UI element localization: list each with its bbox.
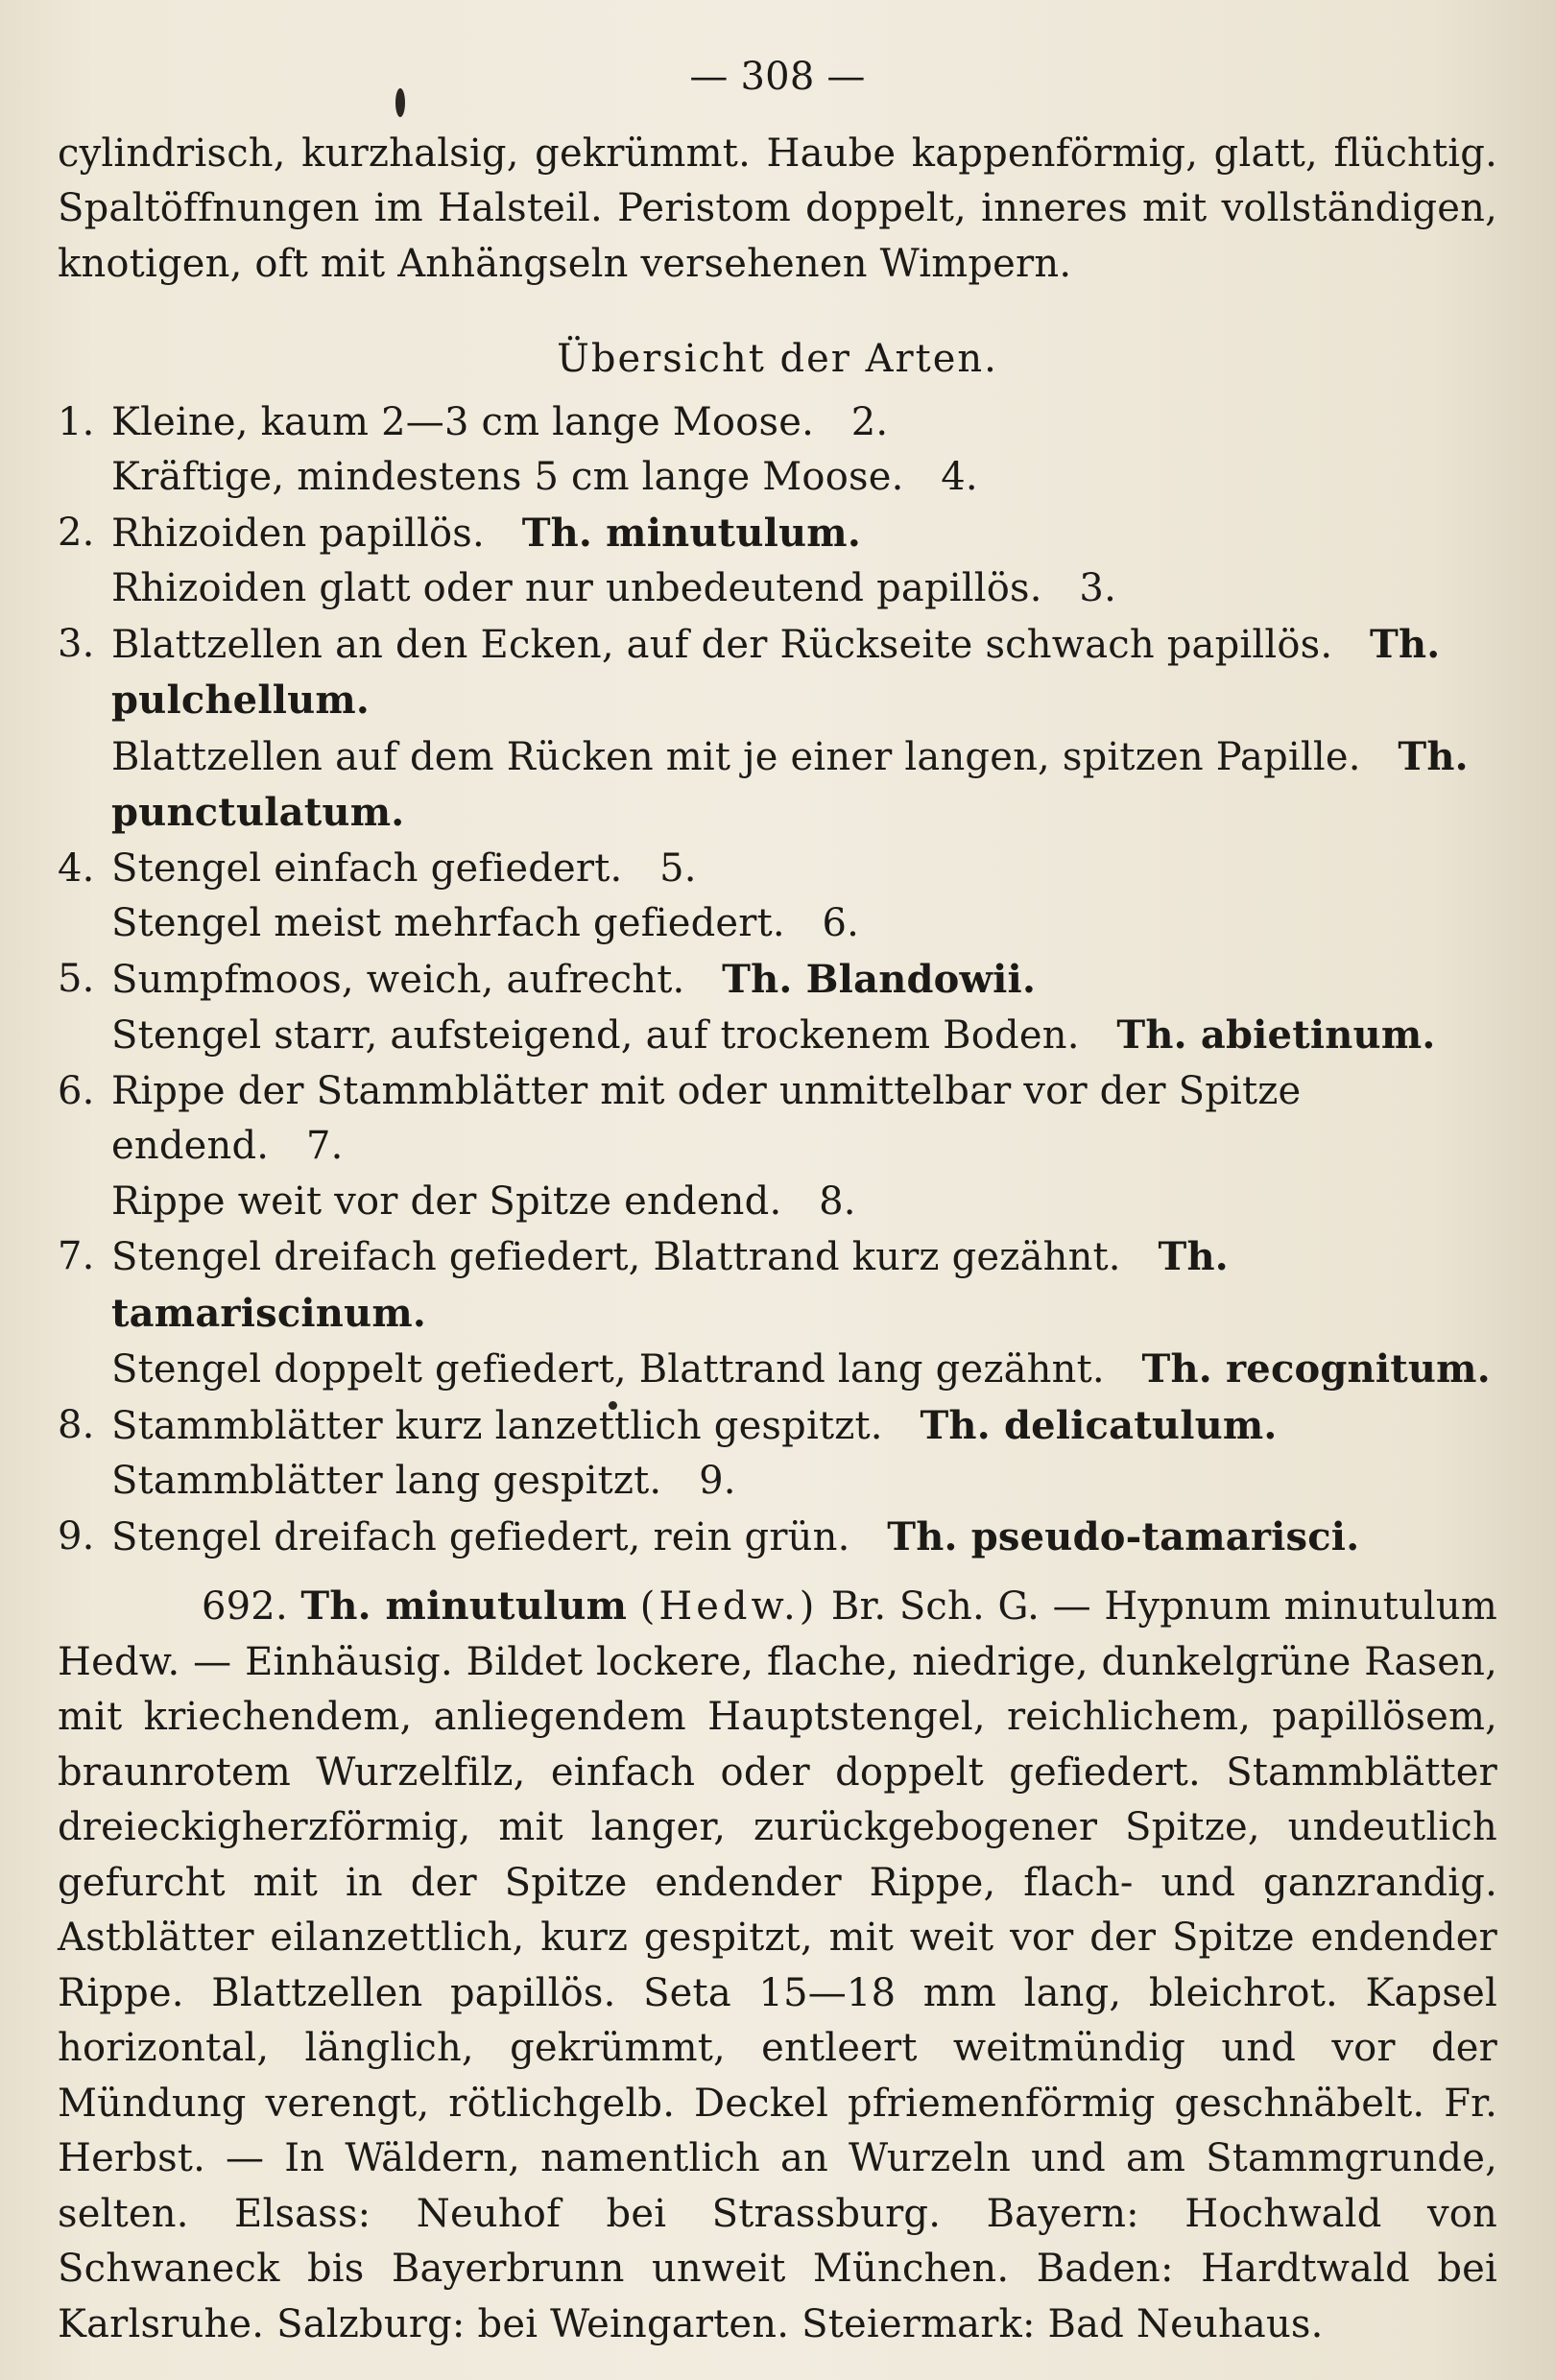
key-row xyxy=(58,617,1497,729)
key-row xyxy=(58,1398,1497,1455)
key-number: 3. xyxy=(58,621,95,666)
key-number: 1. xyxy=(58,399,95,444)
key-taxon: Th. pseudo-tamarisci. xyxy=(887,1513,1360,1559)
key-reference: 5. xyxy=(659,845,697,891)
key-row xyxy=(58,1064,1497,1175)
key-taxon: Th. recognitum. xyxy=(1141,1346,1491,1392)
key-row xyxy=(58,1229,1497,1342)
key-number: 4. xyxy=(58,845,95,891)
key-text: Stengel dreifach gefiedert, rein grün. xyxy=(111,1514,850,1559)
key-number: 2. xyxy=(58,510,95,555)
key-text-block xyxy=(111,1510,1497,1566)
key-number: 7. xyxy=(58,1234,95,1278)
key-text: Stengel doppelt gefiedert, Blattrand lang gezähnt. xyxy=(111,1347,1105,1392)
key-row xyxy=(58,1510,1497,1566)
key-text: Stengel einfach gefiedert. xyxy=(111,845,623,891)
key-text-block xyxy=(111,896,1497,952)
key-text-block xyxy=(111,842,1497,897)
entry-description: Bildet lockere, flache, niedrige, dunkelgrüne Rasen, mit kriechendem, anliegendem Hauptstengel, reichlichem, papillösem, braunrotem Wurzelfilz, einfach oder doppelt gefiedert. Stammblätter dreieckigherzförmig, mit langer, zurückgebogener Spitze, undeutlich gefurcht mit in der Spitze endender Rippe, flach- und ganzrandig. Astblätter eilanzettlich, kurz gespitzt, mit weit vor der Spitze endender Rippe. Blattzellen papillös. Seta 15—18 mm lang, bleichrot. Kapsel horizontal, länglich, gekrümmt, entleert weitmündig und vor der Mündung verengt, rötlichgelb. Deckel pfriemenförmig geschnäbelt. Fr. Herbst. — In Wäldern, namentlich an Wurzeln und am Stammgrunde, selten. Elsass: Neuhof bei Strassburg. Bayern: Hochwald von Schwaneck bis Bayerbrunn unweit München. Baden: Hardtwald bei Karlsruhe. Salzburg: bei Weingarten. Steiermark: Bad Neuhaus. xyxy=(58,1639,1497,2346)
key-row xyxy=(58,450,1497,506)
key-taxon: Th. tamariscinum. xyxy=(111,1234,1229,1336)
key-row xyxy=(58,842,1497,897)
key-taxon: Th. delicatulum. xyxy=(920,1402,1278,1448)
entry-number: 692. xyxy=(202,1584,288,1629)
entry-species-name: Th. minutulum xyxy=(300,1583,628,1629)
key-number xyxy=(58,729,111,842)
intro-paragraph: cylindrisch, kurzhalsig, gekrümmt. Haube kappenförmig, glatt, flüchtig. Spaltöffnungen im Halsteil. Peristom doppelt, inneres mit vollständigen, knotigen, oft mit Anhängseln versehenen Wimpern. xyxy=(58,131,1497,286)
key-number xyxy=(58,1008,111,1064)
key-row xyxy=(58,729,1497,842)
key-text-block xyxy=(111,1008,1497,1064)
key-text-block xyxy=(111,561,1497,617)
key-row xyxy=(58,1454,1497,1510)
key-text-block xyxy=(111,729,1497,842)
key-text: Rippe der Stammblätter mit oder unmittelbar vor der Spitze endend. xyxy=(111,1068,1302,1168)
key-text-block xyxy=(111,617,1497,729)
key-number: 9. xyxy=(58,1513,95,1559)
key-text: Kleine, kaum 2—3 cm lange Moose. xyxy=(111,399,814,444)
key-text-block xyxy=(111,952,1497,1009)
key-text-block xyxy=(111,1454,1497,1510)
key-taxon: Th. punctulatum. xyxy=(111,733,1469,835)
key-text: Stengel starr, aufsteigend, auf trockenem Boden. xyxy=(111,1013,1080,1058)
key-text: Stengel dreifach gefiedert, Blattrand kurz gezähnt. xyxy=(111,1235,1121,1279)
key-reference: 9. xyxy=(699,1459,736,1503)
key-reference: 4. xyxy=(941,455,978,499)
key-reference: 6. xyxy=(822,901,860,945)
key-number xyxy=(58,1342,111,1398)
page-content xyxy=(58,50,1497,2380)
key-text-block xyxy=(111,1342,1497,1398)
key-heading: Übersicht der Arten. xyxy=(557,337,998,381)
key-row xyxy=(58,506,1497,562)
species-entry xyxy=(58,1579,1497,2352)
key-row xyxy=(58,896,1497,952)
key-row xyxy=(58,1008,1497,1064)
key-number xyxy=(58,1454,111,1510)
key-text-block xyxy=(111,1398,1497,1455)
key-row xyxy=(58,1342,1497,1398)
key-number xyxy=(58,561,111,617)
key-text-block xyxy=(111,1064,1497,1175)
key-taxon: Th. pulchellum. xyxy=(111,621,1441,723)
key-taxon: Th. minutulum. xyxy=(521,510,861,556)
key-number: 6. xyxy=(58,1068,95,1113)
key-reference: 8. xyxy=(819,1178,856,1224)
species-key xyxy=(58,395,1497,1566)
key-number: 5. xyxy=(58,956,95,1001)
key-text: Rhizoiden papillös. xyxy=(111,511,485,556)
key-text: Stammblätter lang gespitzt. xyxy=(111,1459,662,1503)
key-text-block xyxy=(111,1175,1497,1230)
key-row xyxy=(58,1175,1497,1230)
entry-authority: (Hedw.) xyxy=(639,1584,819,1629)
key-text: Blattzellen auf dem Rücken mit je einer langen, spitzen Papille. xyxy=(111,734,1361,779)
key-text: Blattzellen an den Ecken, auf der Rückseite schwach papillös. xyxy=(111,622,1333,667)
key-text: Sumpfmoos, weich, aufrecht. xyxy=(111,957,685,1002)
key-text-block xyxy=(111,450,1497,506)
key-row xyxy=(58,561,1497,617)
key-reference: 3. xyxy=(1079,566,1116,610)
key-row xyxy=(58,395,1497,451)
page-number: — 308 — xyxy=(689,55,866,99)
key-reference: 2. xyxy=(850,399,889,444)
key-taxon: Th. Blandowii. xyxy=(722,956,1037,1002)
key-text: Kräftige, mindestens 5 cm lange Moose. xyxy=(111,455,904,499)
key-number xyxy=(58,450,111,506)
key-row xyxy=(58,952,1497,1009)
entry-synonym: Br. Sch. G. — Hypnum minutulum Hedw. — Einhäusig. xyxy=(58,1584,1497,1684)
key-reference: 7. xyxy=(305,1124,344,1168)
key-text-block xyxy=(111,506,1497,562)
key-text: Stammblätter kurz lanzettlich gespitzt. xyxy=(111,1403,883,1448)
key-number xyxy=(58,896,111,952)
key-text: Stengel meist mehrfach gefiedert. xyxy=(111,901,785,945)
key-text: Rippe weit vor der Spitze endend. xyxy=(111,1178,782,1224)
key-text-block xyxy=(111,1229,1497,1342)
key-text-block xyxy=(111,395,1497,451)
key-number xyxy=(58,1175,111,1230)
key-text: Rhizoiden glatt oder nur unbedeutend papillös. xyxy=(111,566,1042,610)
key-taxon: Th. abietinum. xyxy=(1116,1012,1436,1058)
key-number: 8. xyxy=(58,1402,95,1447)
